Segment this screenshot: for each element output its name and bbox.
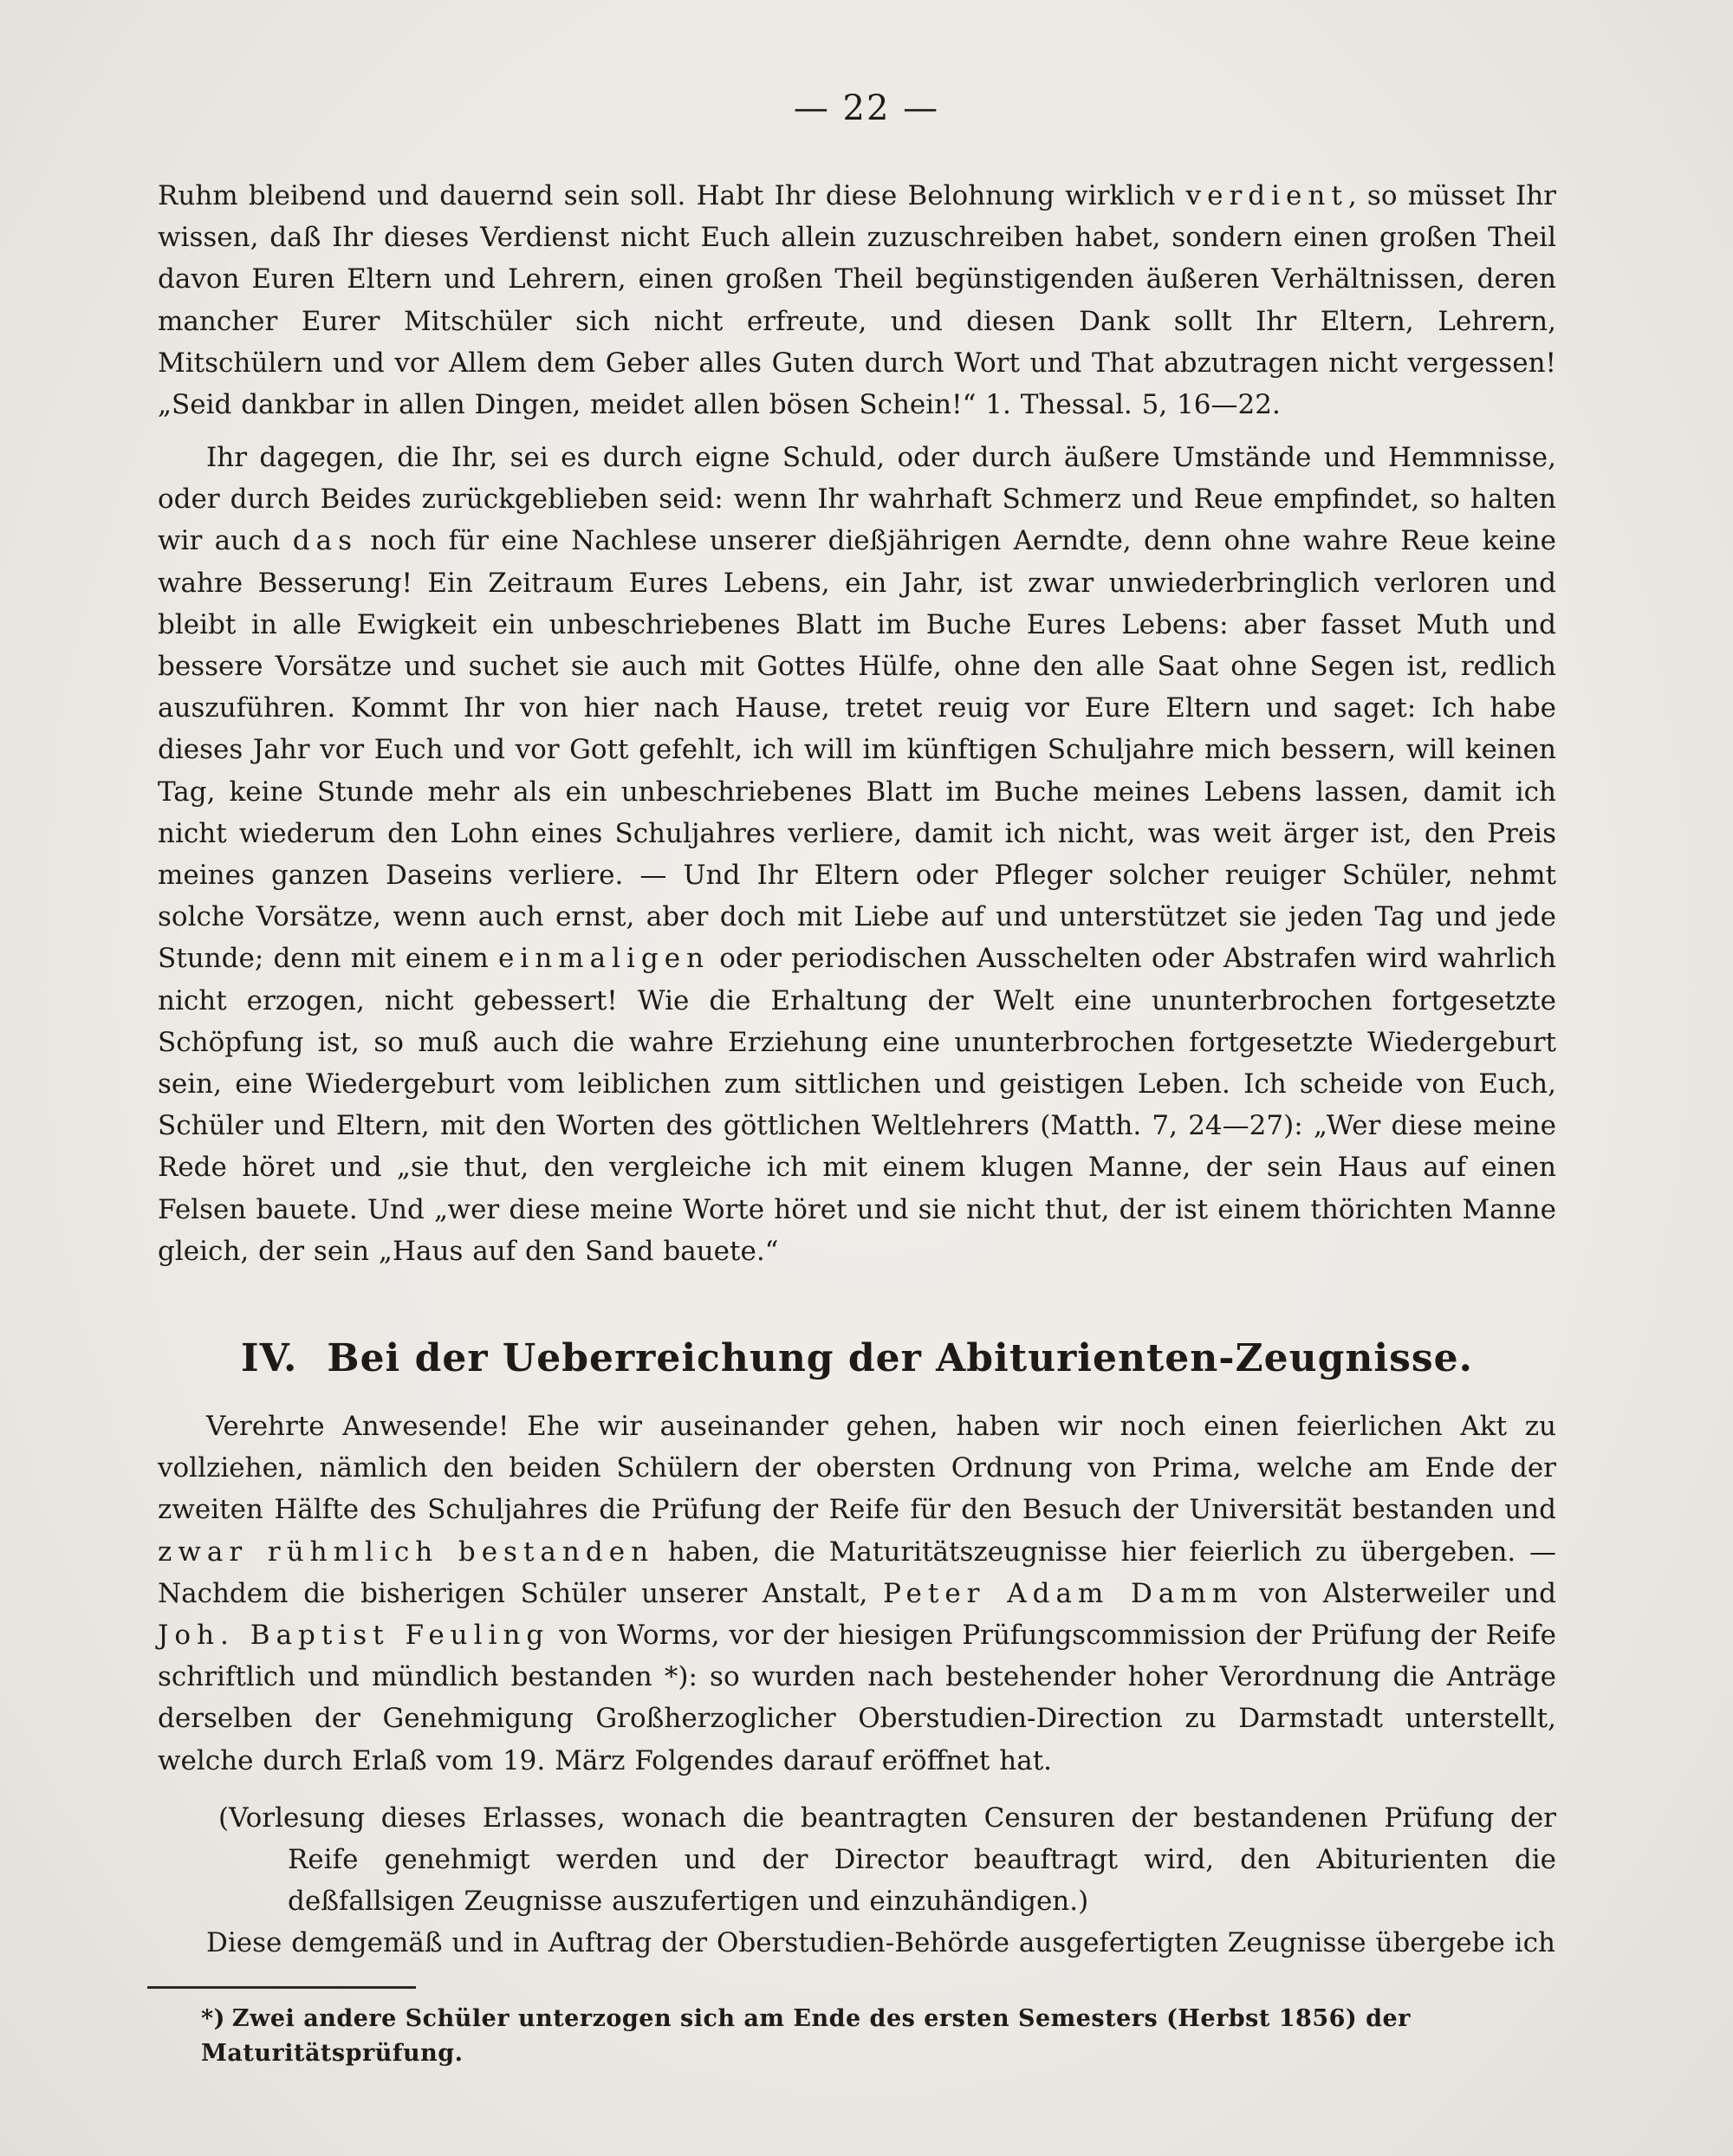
page-number: — 22 — [793,88,940,128]
text-run: Verehrte Anwesende! Ehe wir auseinander gehen, haben wir noch einen feierlichen Akt zu vollziehen, nämlich den beiden Schülern der obersten Ordnung von Prima, welche am Ende der zweiten Hälfte des Schuljahres die Prüfung der Reife für den Besuch der Universität bestanden und [158,1411,1556,1526]
section-numeral: IV. [241,1336,298,1380]
emphasized-text: verdient [1185,180,1348,211]
text-run: oder periodischen Ausschelten oder Abstrafen wird wahrlich nicht erzogen, nicht gebessert! Wie die Erhaltung der Welt eine ununterbrochen fortgesetzte Schöpfung ist, so muß auch die wahre Erziehung eine ununterbrochen fortgesetzte Wiedergeburt sein, eine Wiedergeburt vom leiblichen zum sittlichen und geistigen Leben. Ich scheide von Euch, Schüler und Eltern, mit den Worten des göttlichen Weltlehrers (Matth. 7, 24—27): „Wer diese meine Rede höret und „sie thut, den vergleiche ich mit einem klugen Manne, der sein Haus auf einen Felsen bauete. Und „wer diese meine Worte höret und sie nicht thut, der ist einem thörichten Manne gleich, der sein „Haus auf den Sand bauete.“ [158,943,1557,1267]
emphasized-text: das [292,525,358,557]
footnote [201,2002,1553,2071]
paragraph-text [158,175,1556,425]
emphasized-text: Joh. Baptist Feuling [158,1620,550,1652]
text-run: noch für eine Nachlese unserer dießjährigen Aerndte, denn ohne wahre Reue keine wahre Besserung! Ein Zeitraum Eures Lebens, ein Jahr, ist zwar unwiederbringlich verloren und bleibt in alle Ewigkeit ein unbeschriebenes Blatt im Buche Eures Lebens: aber fasset Muth und bessere Vorsätze und suchet sie auch mit Gottes Hülfe, ohne den alle Saat ohne Segen ist, redlich auszuführen. Kommt Ihr von hier nach Hause, tretet reuig vor Eure Eltern und saget: Ich habe dieses Jahr vor Euch und vor Gott gefehlt, ich will im künftigen Schuljahre mich bessern, will keinen Tag, keine Stunde mehr als ein unbeschriebenes Blatt im Buche meines Lebens lassen, damit ich nicht wiederum den Lohn eines Schuljahres verliere, damit ich nicht, was weit ärger ist, den Preis meines ganzen Daseins verliere. — Und Ihr Eltern oder Pfleger solcher reuiger Schüler, nehmt solche Vorsätze, wenn auch ernst, aber doch mit Liebe auf und unterstützet sie jeden Tag und jede Stunde; denn mit einem [158,525,1556,975]
footnote-divider [147,1986,416,1989]
paragraph-reading [158,1797,1556,1922]
paragraph-text [158,437,1556,1272]
text-run: Ihr dagegen, die Ihr, sei es durch eigne Schuld, oder durch äußere Umstände und Hemmnisse, oder durch Beides zurückgeblieben seid: wenn Ihr wahrhaft Schmerz und Reue empfindet, so halten wir auch [158,442,1556,557]
paragraph-ceremony [158,1406,1556,1782]
footnote-mark: *) [201,2005,225,2032]
section-heading [158,1333,1556,1385]
section-heading-block [158,1333,1556,1385]
text-run: haben, die Maturitätszeugnisse hier feierlich zu übergeben. — Nachdem die bisherigen Schüler unserer Anstalt, [158,1536,1556,1609]
text-run: von Alsterweiler und [1243,1577,1556,1609]
paragraph-text [158,1797,1556,1922]
emphasized-text: einmaligen [497,943,711,975]
text-run: , so müsset Ihr wissen, daß Ihr dieses Verdienst nicht Euch allein zuzuschreiben habet, sondern einen großen Theil davon Euren Eltern und Lehrern, einen großen Theil begünstigenden äußeren Verhältnissen, deren mancher Eurer Mitschüler sich nicht erfreute, und diesen Dank sollt Ihr Eltern, Lehrern, Mitschülern und vor Allem dem Geber alles Guten durch Wort und That abzutragen nicht vergessen! „Seid dankbar in allen Dingen, meidet allen bösen Schein!“ 1. Thessal. 5, 16—22. [158,180,1556,421]
paragraph-continuation [158,175,1556,425]
emphasized-text: Peter Adam Damm [883,1577,1244,1609]
paragraph-text [158,1406,1556,1782]
text-run: Ruhm bleibend und dauernd sein soll. Habt Ihr diese Belohnung wirklich [158,180,1186,211]
text-run: Diese demgemäß und in Auftrag der Oberstudien-Behörde ausgefertigten Zeugnisse übergebe ich [206,1927,1555,1958]
text-run: von Worms, vor der hiesigen Prüfungscommission der Prüfung der Reife schriftlich und mündlich bestanden *): so wurden nach bestehender hoher Verordnung die Anträge derselben der Genehmigung Großherzoglicher Oberstudien-Direction zu Darmstadt unterstellt, welche durch Erlaß vom 19. März Folgendes darauf eröffnet hat. [158,1620,1557,1776]
text-run: (Vorlesung dieses Erlasses, wonach die beantragten Censuren der bestandenen Prüfung der Reife genehmigt werden und der Director beauftragt wird, den Abiturienten die deßfallsigen Zeugnisse auszufertigen und einzuhändigen.) [218,1802,1556,1917]
footnote-text: Zwei andere Schüler unterzogen sich am Ende des ersten Semesters (Herbst 1856) der Maturitätsprüfung. [201,2005,1411,2067]
section-title: Bei der Ueberreichung der Abiturienten-Zeugnisse. [327,1336,1473,1380]
emphasized-text: zwar rühmlich bestanden [158,1536,655,1568]
paragraph-text [158,1922,1556,1964]
paragraph-handover [158,1922,1556,1964]
paragraph-address-to-students [158,437,1556,1272]
